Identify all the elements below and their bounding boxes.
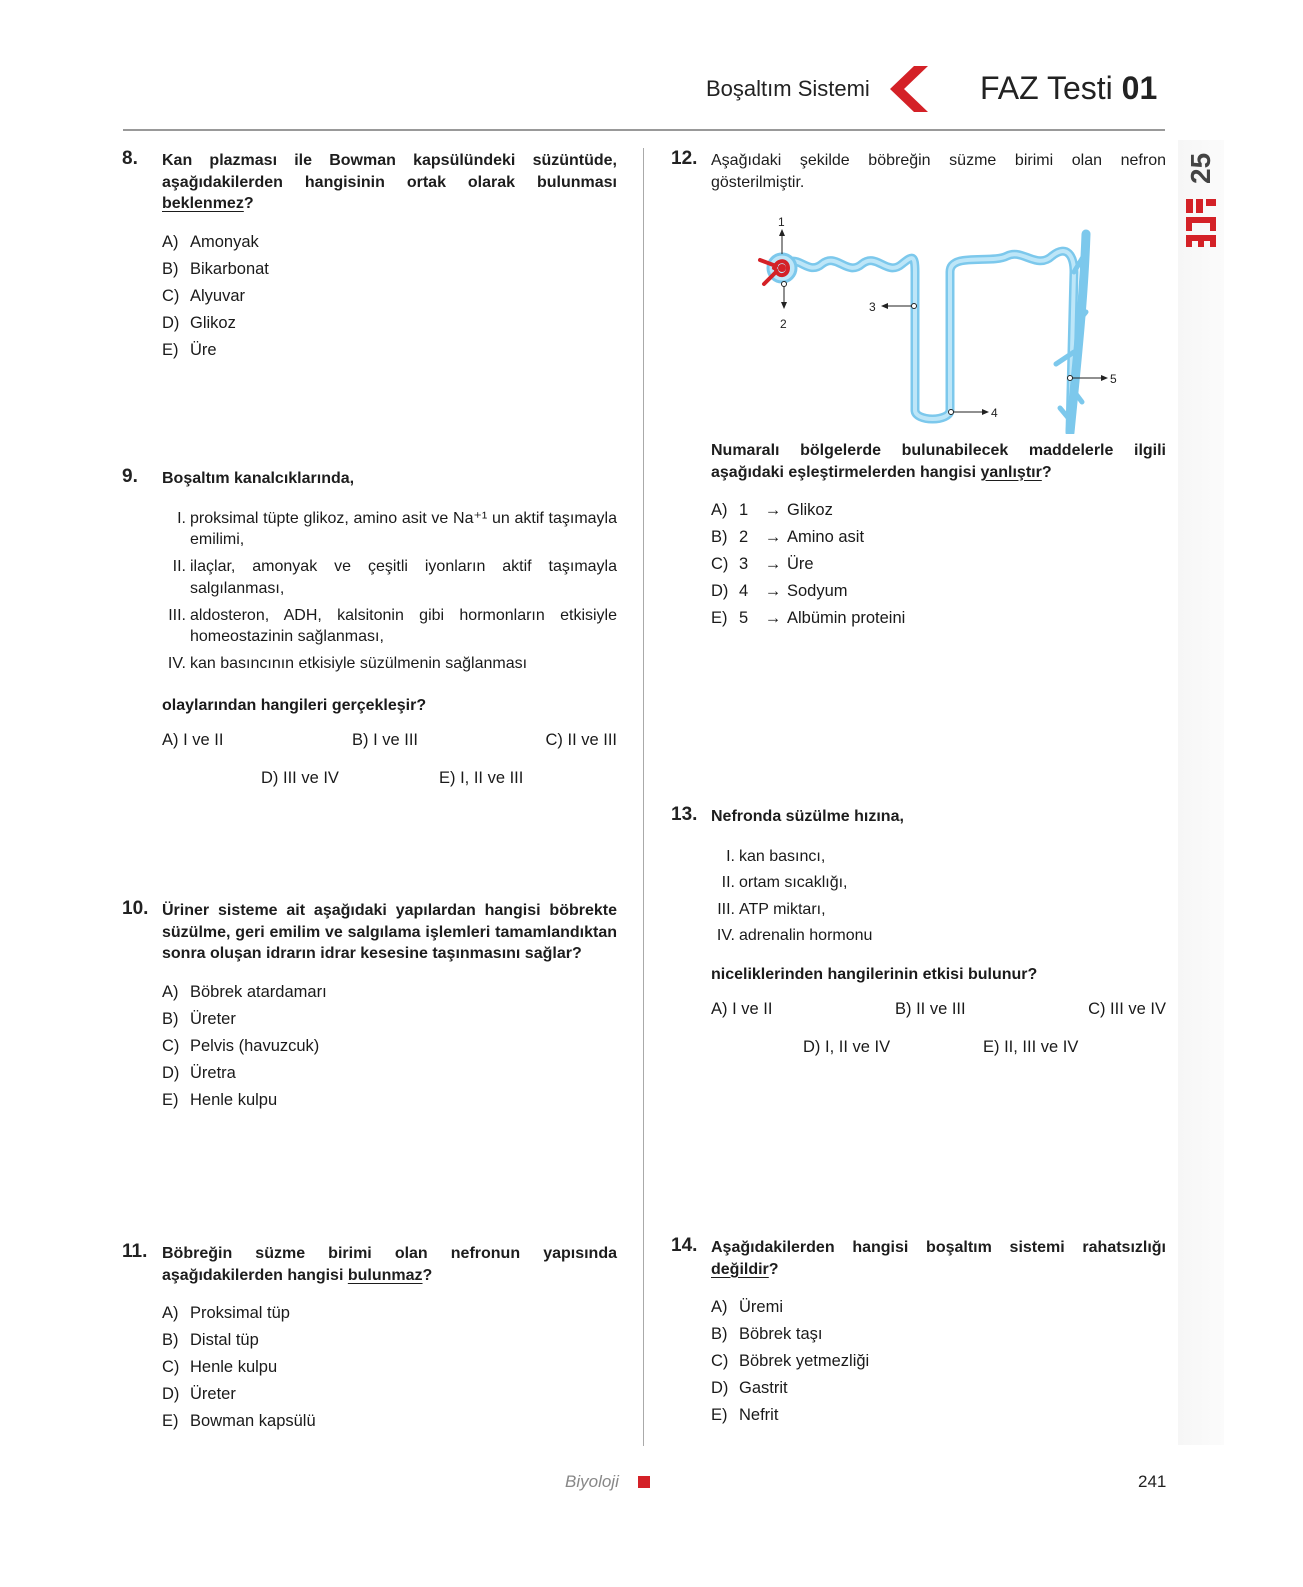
option-e[interactable]: [711, 1402, 1166, 1429]
option-a[interactable]: A) I ve II: [711, 1000, 773, 1018]
option-c[interactable]: [162, 1033, 617, 1060]
stem-emphasis: değildir: [711, 1260, 769, 1278]
option-num: 4: [739, 582, 749, 600]
option-letter: B): [711, 528, 728, 546]
diagram-label-2: 2: [780, 317, 787, 331]
option-text: Üreter: [190, 1385, 236, 1403]
option-letter: D): [162, 1063, 180, 1082]
stem-end: ?: [243, 195, 254, 212]
option-b[interactable]: [162, 256, 617, 283]
question-8: [122, 148, 617, 364]
question-13: [671, 804, 1166, 1070]
options-list: [162, 1300, 617, 1435]
options-list: [162, 979, 617, 1114]
item-3: [711, 899, 1166, 920]
item-roman: IV.: [167, 655, 186, 672]
stem-emphasis: beklenmez: [162, 195, 244, 212]
option-text: Bikarbonat: [190, 259, 269, 278]
item-text: kan basıncının etkisiyle süzülmenin sağlanması: [190, 655, 528, 672]
option-text: Albümin proteini: [787, 609, 906, 627]
faz-logo-icon: [1184, 197, 1218, 249]
option-letter: B): [162, 259, 179, 278]
option-e[interactable]: [711, 605, 1166, 632]
option-b[interactable]: [162, 1006, 617, 1033]
option-num: 1: [739, 501, 749, 519]
question-number: 11.: [122, 1241, 148, 1262]
option-letter: A): [162, 982, 179, 1001]
question-number: 12.: [671, 148, 698, 169]
option-letter: B): [162, 1331, 179, 1349]
item-4: [711, 925, 1166, 946]
option-e[interactable]: [162, 337, 617, 364]
option-e[interactable]: [162, 1087, 617, 1114]
question-10: [122, 898, 617, 1114]
arrow-right-icon: →: [764, 501, 782, 519]
stem-text: Aşağıdakilerden hangisi boşaltım sistemi rahatsızlığı: [711, 1239, 1166, 1256]
options-list: [162, 229, 617, 364]
roman-items: [711, 846, 1166, 947]
item-text: ATP miktarı,: [739, 900, 826, 918]
option-letter: A): [162, 232, 179, 251]
option-letter: E): [711, 609, 728, 627]
question-stem: [162, 1243, 617, 1286]
item-2: [162, 556, 617, 599]
question-number: 14.: [671, 1235, 698, 1256]
option-text: Alyuvar: [190, 286, 246, 305]
option-text: Üremi: [739, 1298, 783, 1316]
option-c[interactable]: C) II ve III: [545, 730, 617, 749]
option-a[interactable]: [711, 497, 1166, 524]
item-3: [162, 605, 617, 648]
option-b[interactable]: [711, 1321, 1166, 1348]
option-a[interactable]: [162, 979, 617, 1006]
option-text: Proksimal tüp: [190, 1304, 290, 1322]
item-4: [162, 653, 617, 675]
option-d[interactable]: [162, 1381, 617, 1408]
stem-end: ?: [422, 1266, 433, 1284]
faz-number: 25: [1185, 152, 1216, 184]
test-number: 01: [1121, 70, 1158, 106]
stem-emphasis: bulunmaz: [347, 1266, 423, 1284]
option-letter: C): [162, 286, 180, 305]
question-number: 13.: [671, 804, 698, 825]
option-d[interactable]: [162, 1060, 617, 1087]
option-text: Böbrek taşı: [739, 1325, 823, 1343]
option-letter: A): [711, 1298, 728, 1316]
nefron-tubule: [784, 251, 1074, 432]
option-text: Üreter: [190, 1009, 236, 1028]
option-d[interactable]: D) I, II ve IV: [803, 1038, 891, 1056]
question-number: 9.: [122, 466, 138, 487]
option-letter: D): [162, 1385, 180, 1403]
option-e[interactable]: E) II, III ve IV: [983, 1038, 1079, 1056]
option-text: Henle kulpu: [190, 1358, 278, 1376]
question-11: [122, 1241, 617, 1435]
item-text: aldosteron, ADH, kalsitonin gibi hormonların etkisiyle homeostazinin sağlanması,: [190, 606, 617, 645]
column-divider: [643, 148, 644, 1446]
question-9: [122, 466, 617, 801]
item-1: [162, 508, 617, 551]
item-text: adrenalin hormonu: [739, 927, 873, 944]
option-text: Böbrek yetmezliği: [739, 1352, 870, 1370]
option-letter: B): [711, 1325, 728, 1343]
option-b[interactable]: B) II ve III: [895, 1000, 966, 1018]
option-a[interactable]: A) I ve II: [162, 730, 224, 749]
option-b[interactable]: [711, 524, 1166, 551]
item-2: [711, 872, 1166, 893]
option-a[interactable]: [162, 1300, 617, 1327]
option-text: Sodyum: [787, 582, 848, 600]
option-letter: A): [711, 501, 728, 519]
option-d[interactable]: [711, 578, 1166, 605]
option-text: Distal tüp: [190, 1331, 259, 1349]
option-text: Nefrit: [739, 1406, 779, 1424]
ask-end: ?: [1041, 463, 1052, 481]
question-stem: Üriner sisteme ait aşağıdaki yapılardan hangisi böbrekte süzülme, geri emilim ve salgılama işlemleri tamamlandıktan sonra oluşan idrarın idrar kesesine taşınmasını sağlar?: [162, 902, 617, 962]
question-12: [671, 148, 1166, 193]
footer-square-icon: [638, 1476, 650, 1488]
option-num: 5: [739, 609, 749, 627]
diagram-label-3: 3: [869, 300, 876, 314]
item-roman: II.: [172, 558, 186, 575]
header-divider: [123, 129, 1165, 131]
option-c[interactable]: C) III ve IV: [1088, 1000, 1166, 1018]
item-roman: III.: [168, 606, 186, 624]
nefron-diagram: [752, 212, 1132, 434]
option-text: Glikoz: [190, 313, 236, 332]
option-c[interactable]: [711, 1348, 1166, 1375]
question-14: [671, 1235, 1166, 1429]
option-b[interactable]: B) I ve III: [352, 730, 419, 749]
stem-text: Böbreğin süzme birimi olan nefronun yapısında aşağıdakilerden hangisi: [162, 1245, 617, 1284]
item-text: ortam sıcaklığı,: [739, 874, 848, 891]
option-text: Henle kulpu: [190, 1090, 278, 1109]
item-text: proksimal tüpte glikoz, amino asit ve Na⁺¹ un aktif taşımayla emilimi,: [190, 509, 617, 548]
page-number: 241: [1138, 1472, 1167, 1491]
item-roman: I.: [177, 509, 186, 527]
stem-text: Kan plazması ile Bowman kapsülündeki süzüntüde, aşağıdakilerden hangisinin ortak olarak bulunması: [162, 152, 617, 191]
option-num: 3: [739, 555, 749, 573]
question-stem: Aşağıdaki şekilde böbreğin süzme birimi olan nefron gösterilmiştir.: [711, 152, 1166, 191]
option-letter: C): [711, 1352, 729, 1370]
option-letter: E): [711, 1406, 728, 1424]
stem-end: ?: [768, 1260, 779, 1278]
options-grid: [162, 731, 617, 801]
option-letter: E): [162, 1412, 179, 1430]
option-b[interactable]: [162, 1327, 617, 1354]
option-letter: D): [711, 1379, 729, 1397]
option-text: Üre: [787, 555, 814, 573]
item-roman: I.: [726, 847, 735, 865]
question-number: 8.: [122, 148, 138, 169]
option-d[interactable]: [711, 1375, 1166, 1402]
arrow-right-icon: →: [764, 582, 782, 600]
option-e[interactable]: [162, 1408, 617, 1435]
option-text: Pelvis (havuzcuk): [190, 1036, 320, 1055]
option-a[interactable]: [711, 1294, 1166, 1321]
question-stem: [711, 1237, 1166, 1280]
chevron-left-icon: [888, 66, 932, 112]
ask-emphasis: yanlıştır: [980, 463, 1042, 481]
side-tab: [1178, 140, 1224, 1445]
option-letter: D): [711, 582, 729, 600]
option-c[interactable]: [162, 1354, 617, 1381]
test-label: FAZ Testi: [980, 70, 1113, 106]
options-grid: [711, 1000, 1166, 1070]
question-12-ask-block: [711, 440, 1166, 632]
section-title: Boşaltım Sistemi: [706, 76, 870, 101]
question-ask: [711, 440, 1166, 483]
question-stem: [162, 150, 617, 215]
option-text: Üretra: [190, 1063, 236, 1082]
roman-items: [162, 508, 617, 675]
question-ask: niceliklerinden hangilerinin etkisi bulunur?: [711, 966, 1038, 983]
arrow-right-icon: →: [764, 555, 782, 573]
ask-text: Numaralı bölgelerde bulunabilecek maddelerle ilgili aşağıdaki eşleştirmelerden hangisi: [711, 442, 1166, 481]
option-letter: C): [162, 1358, 180, 1376]
question-number: 10.: [122, 898, 149, 919]
item-1: [711, 846, 1166, 867]
diagram-label-1: 1: [778, 215, 785, 229]
option-c[interactable]: [711, 551, 1166, 578]
arrow-right-icon: →: [764, 528, 782, 546]
option-letter: A): [162, 1304, 179, 1322]
option-letter: E): [162, 340, 179, 359]
footer-subject: Biyoloji: [565, 1472, 619, 1491]
item-text: ilaçlar, amonyak ve çeşitli iyonların aktif taşımayla salgılanması,: [190, 558, 617, 597]
item-roman: II.: [721, 874, 735, 891]
option-a[interactable]: [162, 229, 617, 256]
diagram-label-4: 4: [991, 406, 998, 420]
item-roman: IV.: [716, 927, 735, 944]
option-text: Böbrek atardamarı: [190, 982, 327, 1001]
option-text: Amonyak: [190, 232, 259, 251]
item-text: kan basıncı,: [739, 847, 826, 865]
option-text: Üre: [190, 340, 217, 359]
test-title: [980, 70, 1157, 107]
option-letter: C): [162, 1036, 180, 1055]
question-stem: Nefronda süzülme hızına,: [711, 808, 904, 825]
item-roman: III.: [717, 900, 735, 918]
question-stem: Boşaltım kanalcıklarında,: [162, 470, 355, 487]
question-ask: olaylarından hangileri gerçekleşir?: [162, 696, 427, 714]
option-letter: B): [162, 1009, 179, 1028]
option-text: Bowman kapsülü: [190, 1412, 316, 1430]
options-list: [711, 1294, 1166, 1429]
nefron-tubule-inner: [784, 251, 1074, 432]
diagram-label-5: 5: [1110, 372, 1117, 386]
option-text: Gastrit: [739, 1379, 788, 1397]
option-e[interactable]: E) I, II ve III: [439, 768, 524, 787]
option-d[interactable]: D) III ve IV: [261, 768, 339, 787]
option-letter: D): [162, 313, 180, 332]
option-d[interactable]: [162, 310, 617, 337]
option-c[interactable]: [162, 283, 617, 310]
arrow-right-icon: →: [764, 609, 782, 627]
option-text: Amino asit: [787, 528, 865, 546]
option-letter: E): [162, 1090, 179, 1109]
options-list: [711, 497, 1166, 632]
option-letter: C): [711, 555, 729, 573]
option-text: Glikoz: [787, 501, 833, 519]
option-num: 2: [739, 528, 749, 546]
